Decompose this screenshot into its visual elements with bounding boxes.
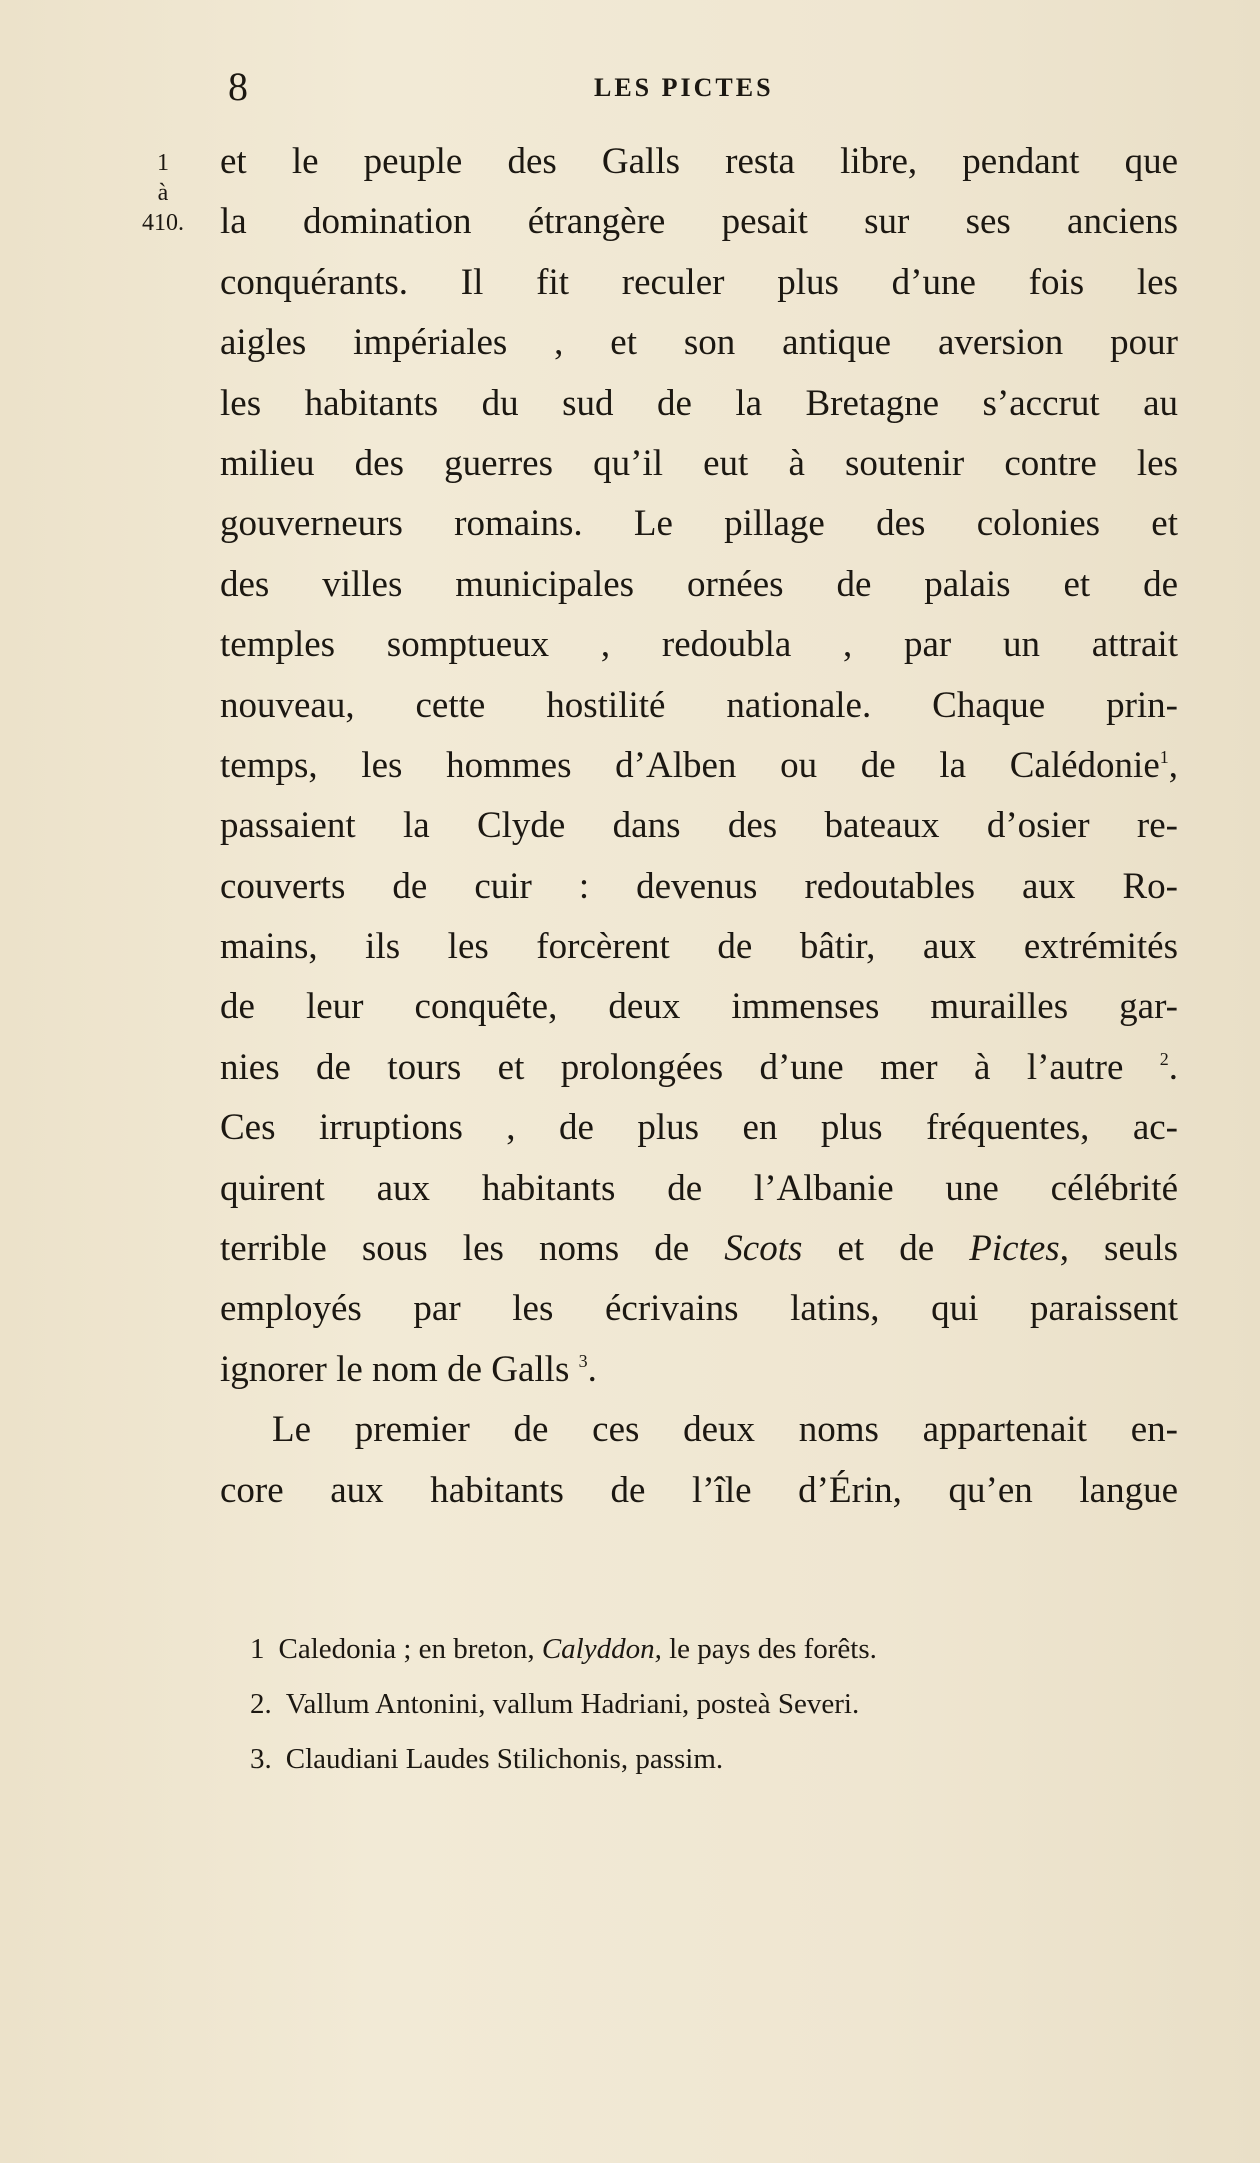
line-text: nies de tours et prolongées d’une mer à l’autre: [220, 1046, 1124, 1088]
text-line: Le premier de ces deux noms appartenait en-: [272, 1409, 1178, 1451]
footnote-number: 3.: [250, 1743, 272, 1775]
text-line: [220, 736, 1178, 796]
text-line: employés par les écrivains latins, qui paraissent: [220, 1288, 1178, 1330]
footnote-number: 2.: [250, 1688, 272, 1720]
text-line: [220, 1038, 1178, 1098]
text-line: Ces irruptions , de plus en plus fréquentes, ac-: [220, 1107, 1178, 1149]
footnote-text: le pays des forêts.: [669, 1633, 877, 1665]
line-text: , seuls: [1059, 1228, 1179, 1270]
footnote-text: Claudiani Laudes Stilichonis, passim.: [285, 1743, 724, 1775]
text-line: [220, 1219, 1178, 1279]
footnote: [250, 1732, 1180, 1787]
line-text: temps, les hommes d’Alben ou de la Calédonie: [220, 744, 1160, 786]
footnote-text: Vallum Antonini, vallum Hadriani, posteà Severi.: [285, 1688, 860, 1720]
footnote-ref: 3: [578, 1350, 588, 1371]
footnote-ref: 2: [1159, 1048, 1169, 1069]
margin-date-note: [128, 148, 198, 238]
text-line: les habitants du sud de la Bretagne s’accrut au: [220, 382, 1178, 424]
text-line: et le peuple des Galls resta libre, pendant que: [220, 141, 1178, 182]
page-number: 8: [228, 64, 248, 109]
line-text: .: [587, 1348, 597, 1390]
text-line: gouverneurs romains. Le pillage des colonies et: [220, 503, 1178, 545]
line-text: terrible sous les noms de: [220, 1228, 690, 1270]
footnote: [250, 1677, 1180, 1732]
text-line: conquérants. Il fit reculer plus d’une fois les: [220, 261, 1178, 303]
body-text: [220, 132, 1178, 1521]
text-line: milieu des guerres qu’il eut à soutenir contre les: [220, 442, 1178, 484]
text-line: aigles impériales , et son antique aversion pour: [220, 322, 1178, 364]
text-line: couverts de cuir : devenus redoutables aux Ro-: [220, 865, 1178, 907]
text-line: temples somptueux , redoubla , par un attrait: [220, 624, 1178, 666]
footnote-italic: Calyddon,: [541, 1633, 662, 1665]
line-text: ,: [1168, 744, 1178, 786]
footnotes: [250, 1622, 1180, 1787]
margin-note-line: à: [157, 180, 169, 206]
margin-note-line: 410.: [142, 210, 184, 236]
text-line: des villes municipales ornées de palais et de: [220, 563, 1178, 605]
line-text: ignorer le nom de Galls: [220, 1348, 570, 1390]
text-line: mains, ils les forcèrent de bâtir, aux extrémités: [220, 926, 1178, 968]
text-line: la domination étrangère pesait sur ses anciens: [220, 201, 1178, 243]
text-line: nouveau, cette hostilité nationale. Chaque prin-: [220, 684, 1178, 726]
text-line: de leur conquête, deux immenses murailles gar-: [220, 986, 1178, 1028]
footnote-ref: 1: [1159, 746, 1169, 767]
text-line: quirent aux habitants de l’Albanie une célébrité: [220, 1167, 1178, 1209]
margin-note-line: 1: [157, 150, 169, 176]
text-line: passaient la Clyde dans des bateaux d’osier re-: [220, 805, 1178, 847]
footnote-number: 1: [250, 1633, 265, 1665]
text-line: core aux habitants de l’île d’Érin, qu’en langue: [220, 1469, 1178, 1511]
italic-term: Scots: [724, 1228, 803, 1270]
running-head: [0, 62, 1260, 112]
running-title: LES PICTES: [594, 73, 774, 102]
text-line: [220, 1340, 1178, 1400]
italic-term: Pictes: [969, 1228, 1060, 1270]
line-text: et de: [837, 1228, 935, 1270]
footnote: [250, 1622, 1180, 1677]
line-text: .: [1168, 1046, 1179, 1088]
footnote-text: Caledonia ; en breton,: [278, 1633, 535, 1665]
